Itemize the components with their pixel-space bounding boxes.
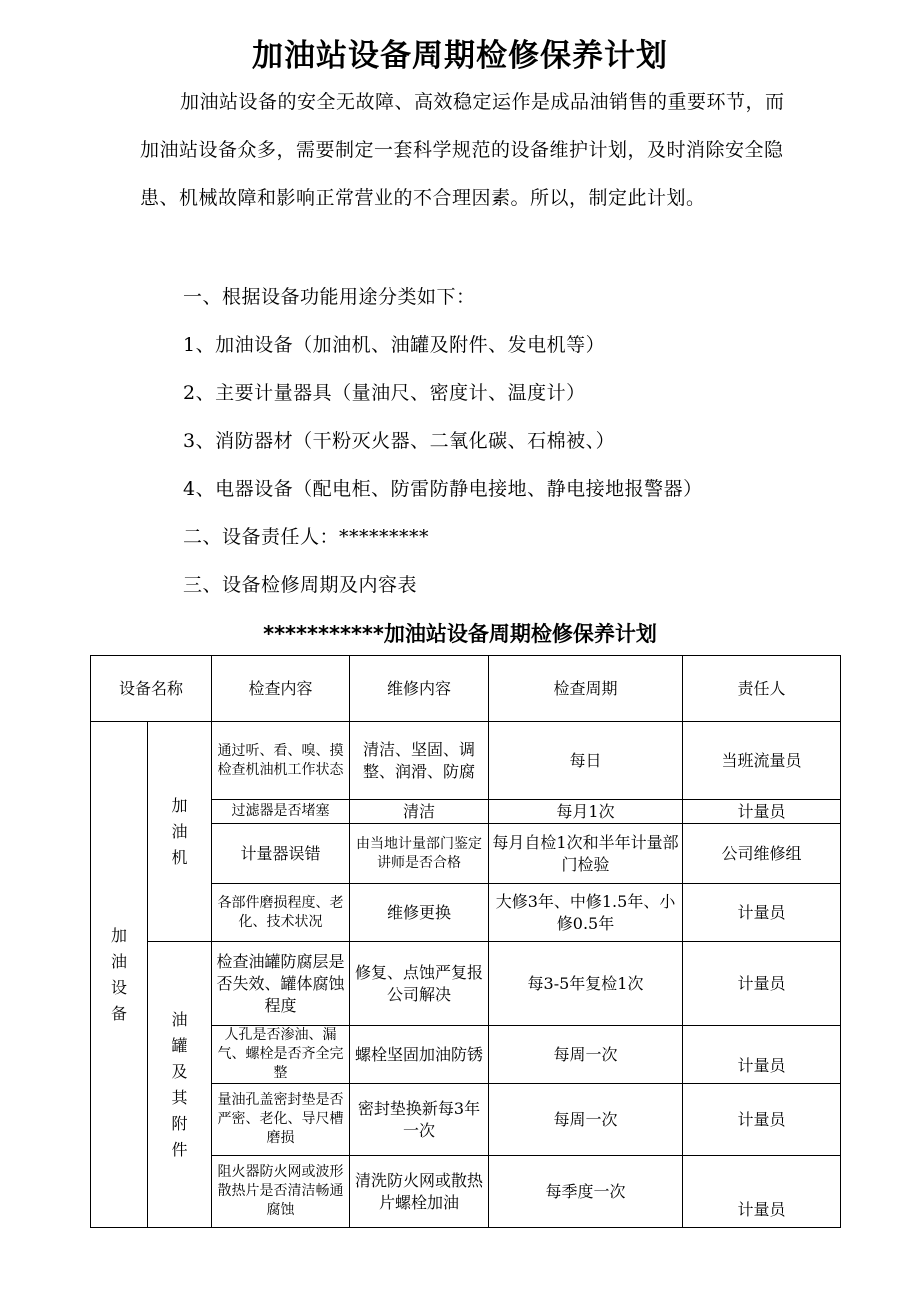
header-responsible-person: 责任人	[683, 656, 841, 722]
cycle-cell: 每月自检1次和半年计量部门检验	[489, 824, 683, 884]
maintenance-table	[90, 655, 841, 1228]
person-cell: 公司维修组	[683, 824, 841, 884]
section-3-heading: 三、设备检修周期及内容表	[183, 574, 418, 596]
check-cell: 通过听、看、嗅、摸检查机油机工作状态	[212, 722, 350, 800]
check-cell: 检查油罐防腐层是否失效、罐体腐蚀程度	[212, 942, 350, 1026]
document-title: 加油站设备周期检修保养计划	[252, 38, 668, 74]
person-cell: 计量员	[683, 884, 841, 942]
category-item-2: 2、主要计量器具（量油尺、密度计、温度计）	[183, 382, 586, 404]
table-header-row	[91, 656, 841, 722]
cycle-cell: 每3-5年复检1次	[489, 942, 683, 1026]
subgroup-label-1: 加油机	[171, 795, 188, 867]
person-cell: 计量员	[683, 1026, 841, 1084]
repair-cell: 密封垫换新每3年一次	[350, 1084, 489, 1156]
repair-cell: 螺栓坚固加油防锈	[350, 1026, 489, 1084]
group-cell	[91, 722, 148, 1228]
repair-cell: 维修更换	[350, 884, 489, 942]
person-cell: 计量员	[683, 1084, 841, 1156]
person-cell: 当班流量员	[683, 722, 841, 800]
section-1-heading: 一、根据设备功能用途分类如下：	[183, 286, 476, 308]
repair-cell: 清洁、坚固、调整、润滑、防腐	[350, 722, 489, 800]
repair-cell: 清洁	[350, 800, 489, 824]
table-row	[91, 722, 841, 800]
check-cell: 人孔是否渗油、漏气、螺栓是否齐全完整	[212, 1026, 350, 1084]
subgroup-cell-2	[148, 942, 212, 1228]
subgroup-label-2: 油罐及其附件	[171, 1009, 188, 1159]
section-2-heading: 二、设备责任人：*********	[183, 526, 430, 548]
check-cell: 各部件磨损程度、老化、技术状况	[212, 884, 350, 942]
cycle-cell: 每日	[489, 722, 683, 800]
table-row	[91, 942, 841, 1026]
cycle-cell: 每季度一次	[489, 1156, 683, 1228]
group-label: 加油设备	[110, 925, 127, 1023]
check-cell: 计量器误错	[212, 824, 350, 884]
cycle-cell: 每月1次	[489, 800, 683, 824]
cycle-cell: 大修3年、中修1.5年、小修0.5年	[489, 884, 683, 942]
check-cell: 阻火器防火网或波形散热片是否清洁畅通腐蚀	[212, 1156, 350, 1228]
table-title: ***********加油站设备周期检修保养计划	[263, 622, 657, 646]
header-repair-content: 维修内容	[350, 656, 489, 722]
repair-cell: 由当地计量部门鉴定讲师是否合格	[350, 824, 489, 884]
repair-cell: 清洗防火网或散热片螺栓加油	[350, 1156, 489, 1228]
intro-paragraph: 加油站设备的安全无故障、高效稳定运作是成品油销售的重要环节，而加油站设备众多，需要制定一套科学规范的设备维护计划，及时消除安全隐患、机械故障和影响正常营业的不合理因素。所以，制定此计划。	[140, 91, 785, 209]
check-cell: 过滤器是否堵塞	[212, 800, 350, 824]
cycle-cell: 每周一次	[489, 1026, 683, 1084]
subgroup-cell-1	[148, 722, 212, 942]
person-cell: 计量员	[683, 800, 841, 824]
header-check-cycle: 检查周期	[489, 656, 683, 722]
person-cell: 计量员	[683, 1156, 841, 1228]
category-item-3: 3、消防器材（干粉灭火器、二氧化碳、石棉被、）	[183, 430, 616, 452]
category-item-4: 4、电器设备（配电柜、防雷防静电接地、静电接地报警器）	[183, 478, 703, 500]
repair-cell: 修复、点蚀严复报公司解决	[350, 942, 489, 1026]
person-cell: 计量员	[683, 942, 841, 1026]
cycle-cell: 每周一次	[489, 1084, 683, 1156]
check-cell: 量油孔盖密封垫是否严密、老化、导尺槽磨损	[212, 1084, 350, 1156]
category-item-1: 1、加油设备（加油机、油罐及附件、发电机等）	[183, 334, 606, 356]
header-check-content: 检查内容	[212, 656, 350, 722]
header-equipment-name: 设备名称	[91, 656, 212, 722]
